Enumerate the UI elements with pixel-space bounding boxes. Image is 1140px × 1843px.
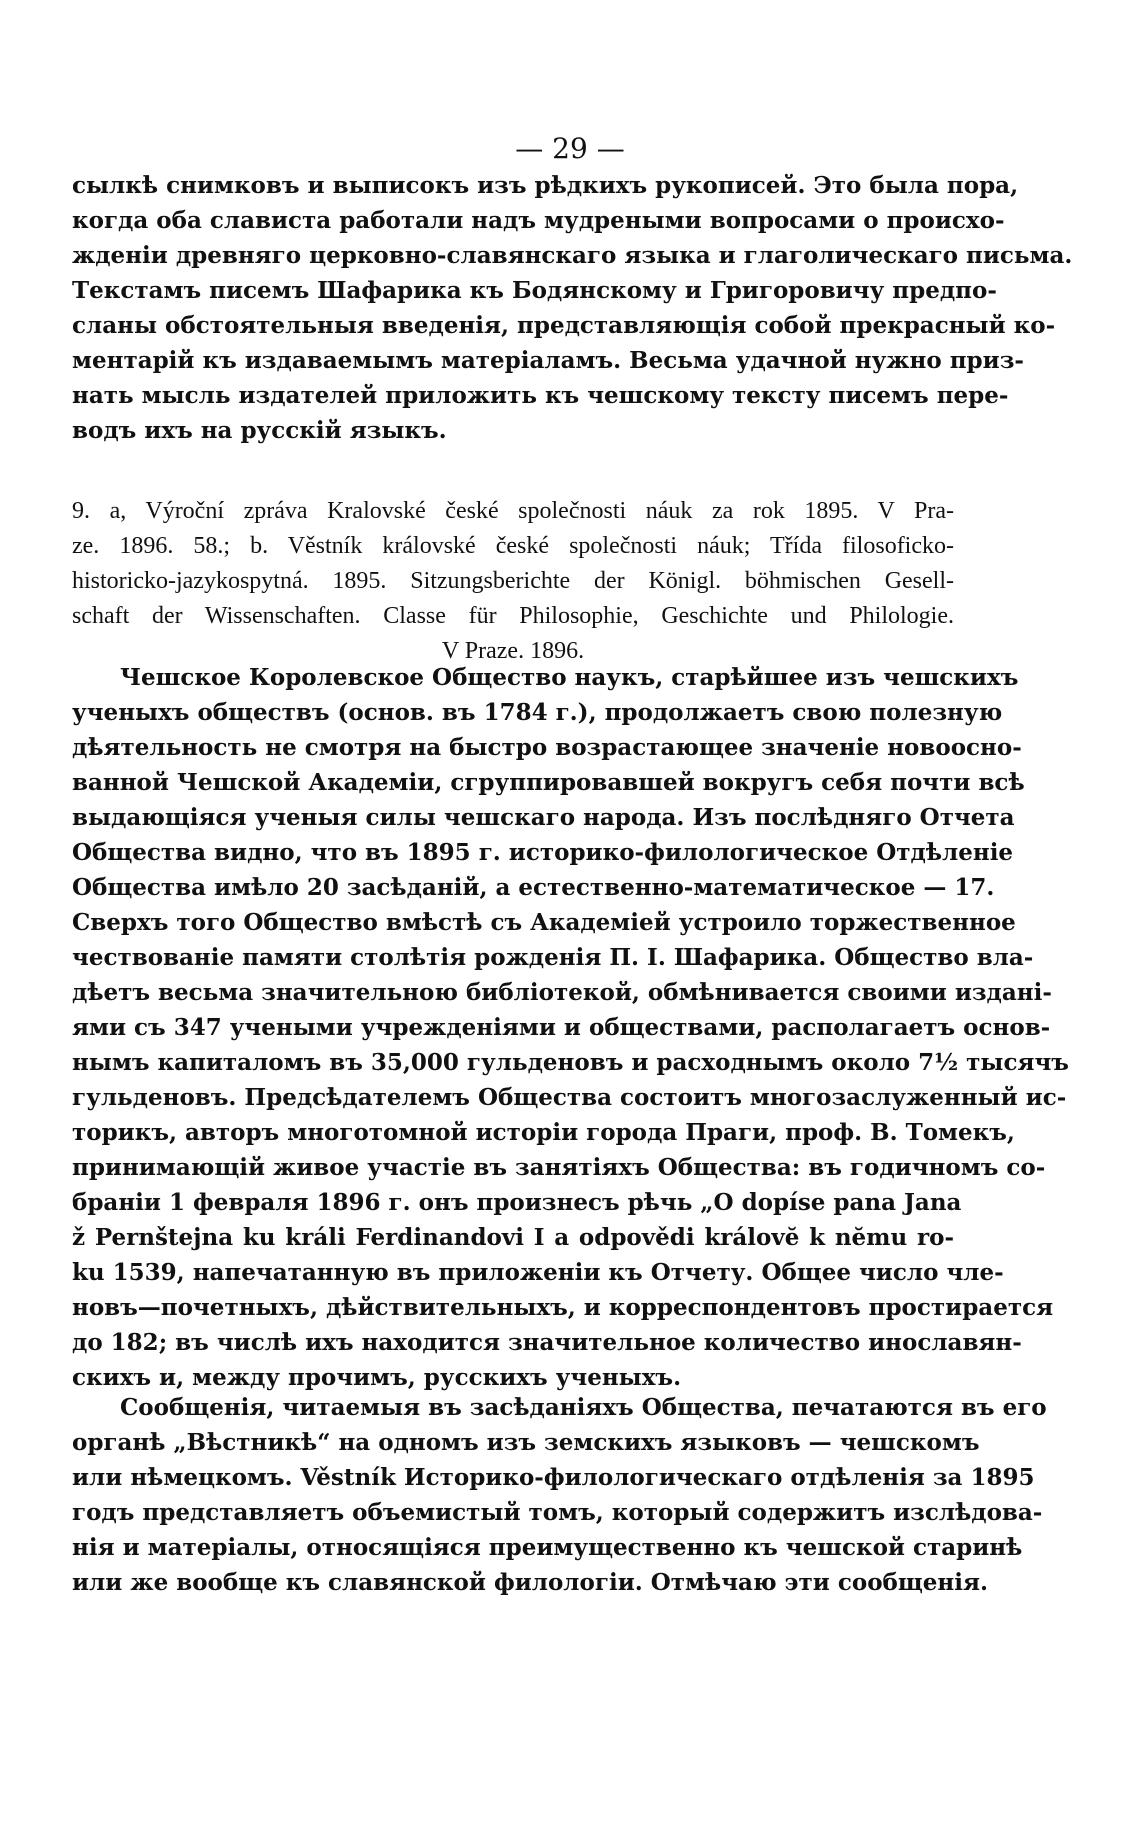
text-line: браніи 1 февраля 1896 г. онъ произнесъ рѣчь „O dopíse pana Jana: [72, 1189, 962, 1216]
paragraph-royal-society: [72, 660, 1069, 1395]
reference-line: 9. a, Výroční zpráva Kralovské české společnosti náuk za rok 1895. V Pra-: [72, 498, 954, 524]
reference-place-year: V Praze. 1896.: [441, 638, 585, 664]
text-line: или нѣмецкомъ. Věstník Историко-филологическаго отдѣленія за 1895: [72, 1464, 1035, 1491]
text-line: Общества имѣло 20 засѣданій, а естественно-математическое — 17.: [72, 874, 995, 901]
text-line: Общества видно, что въ 1895 г. историко-филологическое Отдѣленіе: [72, 839, 1014, 866]
paragraph-letters-commentary: [72, 168, 1073, 448]
text-line: выдающіяся ученыя силы чешскаго народа. Изъ послѣдняго Отчета: [72, 804, 1015, 831]
text-line: когда оба слависта работали надъ мудреными вопросами о происхо-: [72, 207, 1005, 234]
text-line: принимающій живое участіе въ занятіяхъ Общества: въ годичномъ со-: [72, 1154, 1046, 1181]
text-line: ku 1539, напечатанную въ приложеніи къ Отчету. Общее число чле-: [72, 1259, 1004, 1286]
text-line: гульденовъ. Предсѣдателемъ Общества состоитъ многозаслуженный ис-: [72, 1084, 1067, 1111]
page-number: — 29 —: [515, 132, 625, 165]
reference-line: ze. 1896. 58.; b. Věstník královské české společnosti náuk; Třída filosoficko-: [72, 533, 954, 559]
text-line: органѣ „Вѣстникѣ“ на одномъ изъ земскихъ языковъ — чешскомъ: [72, 1429, 980, 1456]
text-line: Сообщенія, читаемыя въ засѣданіяхъ Общества, печатаются въ его: [120, 1394, 1047, 1421]
text-line: скихъ и, между прочимъ, русскихъ ученыхъ.: [72, 1364, 682, 1391]
text-line: ž Pernštejna ku králi Ferdinandovi I a odpovědi královĕ k nĕmu ro-: [72, 1224, 954, 1251]
text-line: чествованіе памяти столѣтія рожденія П. І. Шафарика. Общество вла-: [72, 944, 1034, 971]
text-line: сылкѣ снимковъ и выписокъ изъ рѣдкихъ рукописей. Это была пора,: [72, 172, 1019, 199]
reference-line: historicko-jazykospytná. 1895. Sitzungsberichte der Königl. böhmischen Gesell-: [72, 568, 954, 594]
text-line: дѣетъ весьма значительною библіотекой, обмѣнивается своими изданi-: [72, 979, 1052, 1006]
text-line: нымъ капиталомъ въ 35,000 гульденовъ и расходнымъ около 7½ тысячъ: [72, 1049, 1069, 1076]
text-line: годъ представляетъ объемистый томъ, который содержитъ изслѣдова-: [72, 1499, 1043, 1526]
reference-line: schaft der Wissenschaften. Classe für Philosophie, Geschichte und Philologie.: [72, 603, 954, 629]
text-line: ванной Чешской Академіи, сгруппировавшей вокругъ себя почти всѣ: [72, 769, 1025, 796]
paragraph-vestnik: [72, 1390, 1047, 1600]
text-line: Сверхъ того Общество вмѣстѣ съ Академіей устроило торжественное: [72, 909, 1016, 936]
text-line: нія и матеріалы, относящіяся преимущественно къ чешской старинѣ: [72, 1534, 1023, 1561]
text-line: сланы обстоятельныя введенія, представляющія собой прекрасный ко-: [72, 312, 1056, 339]
text-line: нать мысль издателей приложить къ чешскому тексту писемъ пере-: [72, 382, 1009, 409]
text-line: Текстамъ писемъ Шафарика къ Бодянскому и Григоровичу предпо-: [72, 277, 997, 304]
text-line: ями съ 347 учеными учрежденіями и обществами, располагаетъ основ-: [72, 1014, 1051, 1041]
text-line: водъ ихъ на русскій языкъ.: [72, 417, 447, 444]
text-line: до 182; въ числѣ ихъ находится значительное количество инославян-: [72, 1329, 1022, 1356]
text-line: или же вообще къ славянской филологіи. Отмѣчаю эти сообщенія.: [72, 1569, 988, 1596]
text-line: ментарій къ издаваемымъ матеріаламъ. Весьма удачной нужно приз-: [72, 347, 1024, 374]
text-line: ученыхъ обществъ (основ. въ 1784 г.), продолжаетъ свою полезную: [72, 699, 1003, 726]
bibliographic-reference: [72, 494, 954, 669]
text-line: жденіи древняго церковно-славянскаго языка и глаголическаго письма.: [72, 242, 1073, 269]
text-line: дѣятельность не смотря на быстро возрастающее значеніе новоосно-: [72, 734, 1022, 761]
text-line: Чешское Королевское Общество наукъ, старѣйшее изъ чешскихъ: [120, 664, 1019, 691]
text-line: новъ—почетныхъ, дѣйствительныхъ, и корреспондентовъ простирается: [72, 1294, 1054, 1321]
text-line: торикъ, авторъ многотомной исторіи города Праги, проф. В. Томекъ,: [72, 1119, 1015, 1146]
